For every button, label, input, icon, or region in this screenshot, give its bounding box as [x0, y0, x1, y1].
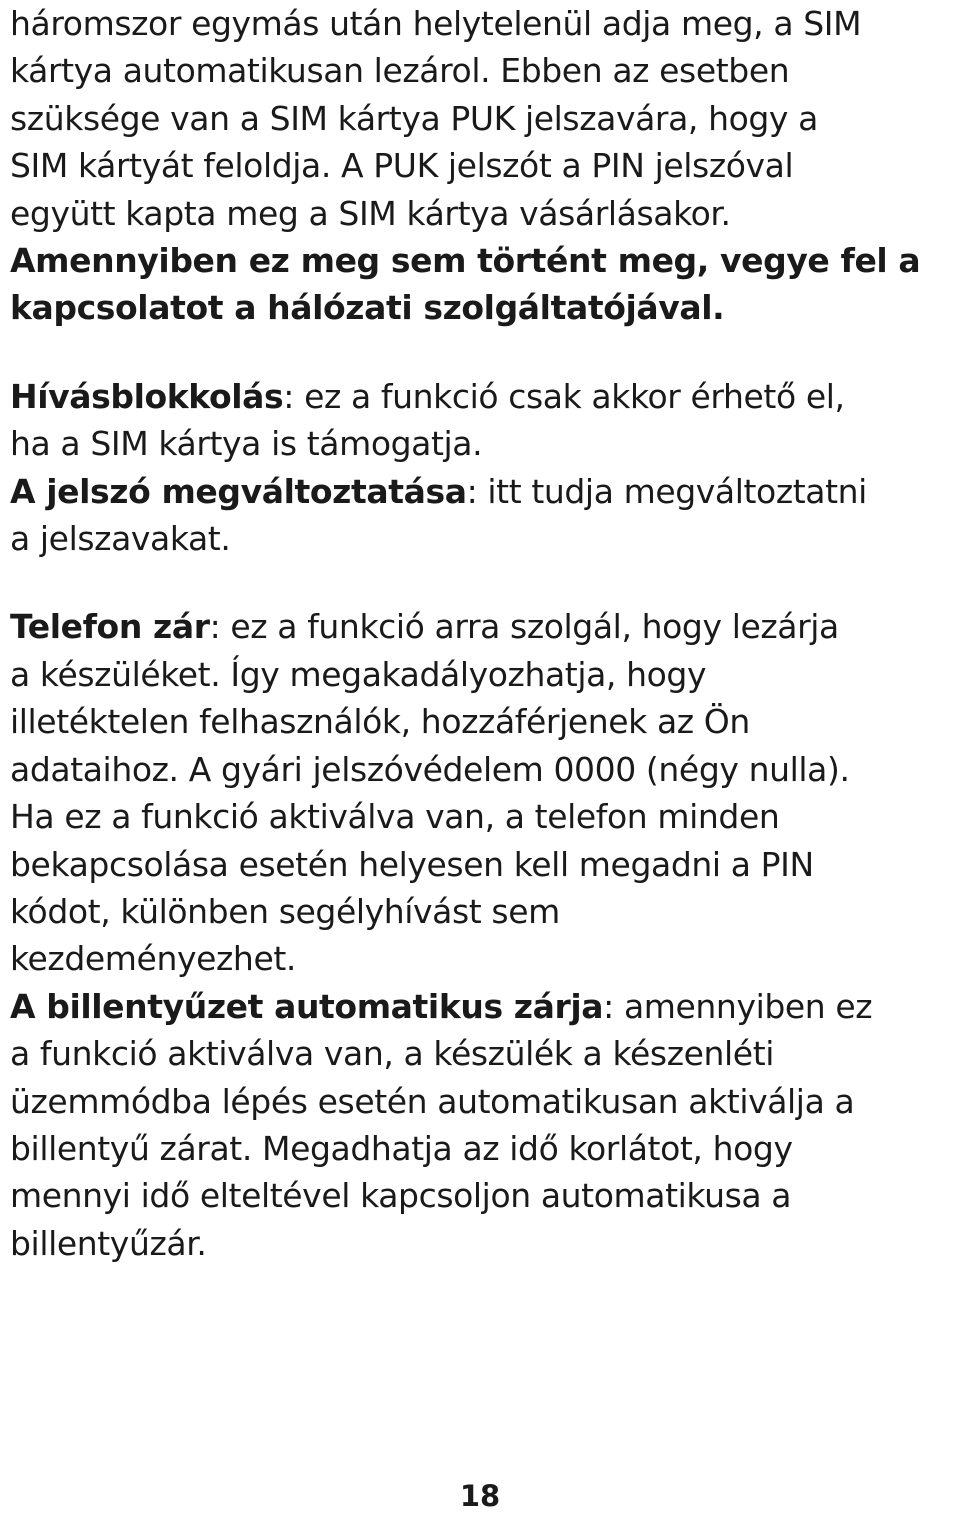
keypad-lock-description: : amennyiben ez a funkció aktiválva van, a készülék a készenléti üzemmódba lépés esetén automatikusan aktiválja a billentyű zárat. Megadhatja az idő korlátot, hogy mennyi idő elteltével kapcsoljon automatikusa a billentyűzár. [10, 986, 873, 1263]
phone-lock-paragraph [10, 603, 958, 982]
phone-lock-term: Telefon zár [10, 607, 210, 647]
manual-page [10, 0, 958, 1267]
password-change-term: A jelszó megváltoztatása [10, 471, 467, 511]
phone-lock-description: : ez a funkció arra szolgál, hogy lezárja a készüléket. Így megakadályozhatja, hogy illetéktelen felhasználók, hozzáférjenek az Ön adataihoz. A gyári jelszóvédelem 0000 (négy nulla). Ha ez a funkció aktiválva van, a telefon minden bekapcsolása esetén helyesen kell megadni a PIN kódot, különben segélyhívást sem kezdeményezhet. [10, 607, 850, 979]
password-change-description: : itt tudja megváltoztatni a jelszavakat. [10, 471, 867, 559]
keypad-lock-paragraph [10, 983, 958, 1267]
sim-lock-text: háromszor egymás után helytelenül adja meg, a SIM kártya automatikusan lezárol. Ebben az esetben szüksége van a SIM kártya PUK jelszavára, hogy a SIM kártyát feloldja. A PUK jelszót a PIN jelszóval együtt kapta meg a SIM kártya vásárlásakor. [10, 4, 862, 233]
password-change-paragraph [10, 468, 958, 563]
page-number: 18 [459, 1479, 501, 1513]
sim-lock-paragraph [10, 0, 958, 332]
paragraph-spacer [10, 562, 958, 603]
paragraph-spacer [10, 332, 958, 373]
call-block-term: Hívásblokkolás [10, 376, 284, 416]
call-block-paragraph [10, 373, 958, 468]
sim-lock-contact-note: Amennyiben ez meg sem történt meg, vegye fel a kapcsolatot a hálózati szolgáltatójával. [10, 241, 921, 328]
call-block-description: : ez a funkció csak akkor érhető el, ha a SIM kártya is támogatja. [10, 376, 845, 464]
keypad-lock-term: A billentyűzet automatikus zárja [10, 986, 604, 1026]
